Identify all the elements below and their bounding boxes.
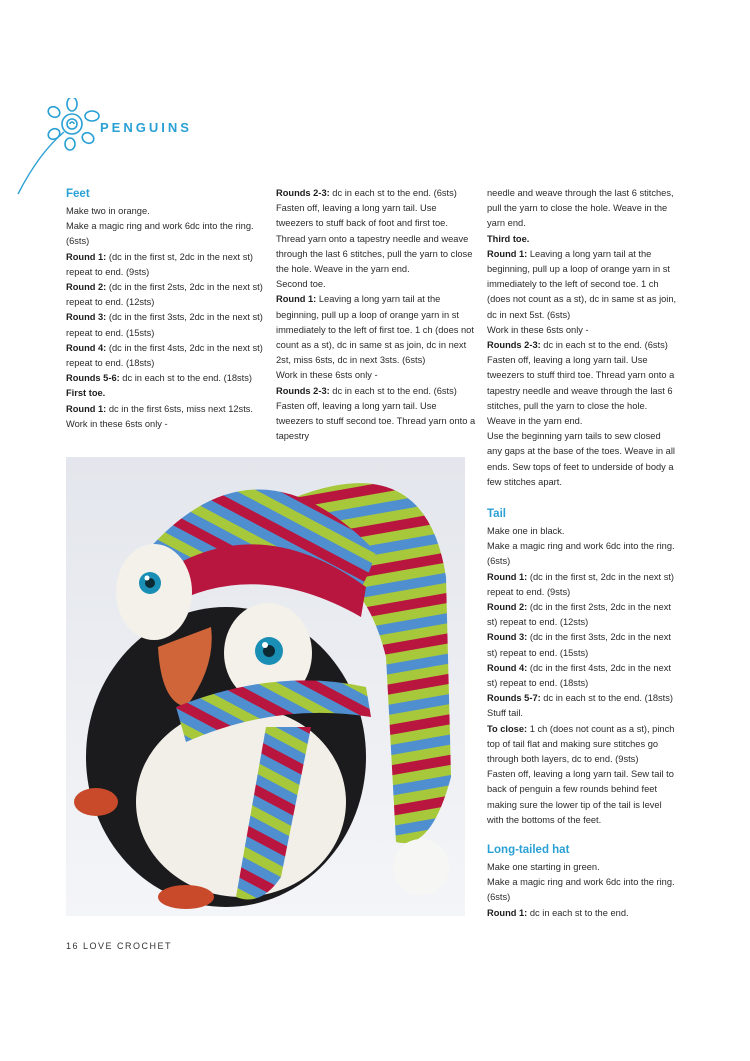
column-2: [276, 186, 476, 444]
round-instruction: Round 2: (dc in the first 2sts, 2dc in the next st) repeat to end. (12sts): [66, 282, 263, 308]
text-line: Make a magic ring and work 6dc into the ring. (6sts): [487, 877, 675, 903]
round-instruction: Round 3: (dc in the first 3sts, 2dc in the next st) repeat to end. (15sts): [487, 632, 671, 658]
text-paragraph: Fasten off, leaving a long yarn tail. Use tweezers to stuff back of foot and first toe. Thread yarn onto a tapestry needle and weave through the last 6 stitches, pull the yarn to close the hole. Weave in the yarn end.: [276, 203, 473, 275]
round-instruction: Round 4: (dc in the first 4sts, 2dc in the next st) repeat to end. (18sts): [66, 342, 263, 369]
round-instruction: Round 1: Leaving a long yarn tail at the beginning, pull up a loop of orange yarn in st immediately to the left of first toe. 1 ch (does not count as a st), dc in same st as join, dc in next 2st, miss 6sts, dc in next 3sts. (6sts): [276, 294, 474, 366]
text-line: Work in these 6sts only -: [66, 418, 168, 429]
page-number: 16: [66, 941, 80, 951]
round-instruction: Rounds 2-3: dc in each st to the end. (6sts): [487, 340, 668, 351]
text-line: Make two in orange.: [66, 206, 150, 216]
round-instruction: Round 1: (dc in the first st, 2dc in the next st) repeat to end. (9sts): [66, 251, 254, 277]
text-paragraph: Use the beginning yarn tails to sew closed any gaps at the base of the toes. Weave in all ends. Sew tops of feet to underside of body a few stitches apart.: [487, 431, 675, 487]
magazine-name: LOVE CROCHET: [83, 941, 173, 951]
text-line: Stuff tail.: [487, 708, 524, 719]
round-instruction: Rounds 5-7: dc in each st to the end. (18sts): [487, 693, 674, 704]
text-line: Work in these 6sts only -: [276, 370, 378, 381]
swirl-flower-icon: [14, 98, 104, 198]
text-paragraph: Fasten off, leaving a long yarn tail. Use tweezers to stuff third toe. Thread yarn onto a tapestry needle and weave through the last 6 stitches, pull the yarn to close the hole. Weave in the yarn end.: [487, 355, 675, 427]
round-instruction: Round 2: (dc in the first 2sts, 2dc in the next st) repeat to end. (12sts): [487, 602, 671, 628]
text-line: Make one in black.: [487, 526, 565, 536]
text-paragraph: Fasten off, leaving a long yarn tail. Sew tail to back of penguin a few rounds behind feet making sure the lower tip of the tail is level with the bottoms of the feet.: [487, 769, 674, 825]
column-3-lower: [487, 506, 677, 921]
hat-heading: Long-tailed hat: [487, 844, 570, 857]
text-line: Make a magic ring and work 6dc into the ring. (6sts): [66, 221, 254, 247]
round-instruction: Round 4: (dc in the first 4sts, 2dc in the next st) repeat to end. (18sts): [487, 662, 671, 689]
column-1: [66, 186, 266, 432]
column-3: [487, 186, 677, 490]
round-instruction: To close: 1 ch (does not count as a st), pinch top of tail flat and making sure stitches go through both layers, dc to end. (9sts): [487, 723, 675, 765]
text-line: Second toe.: [276, 279, 326, 290]
round-instruction: Round 1: Leaving a long yarn tail at the beginning, pull up a loop of orange yarn in st immediately to the left of second toe. 1 ch (does not count as a st), dc in same st as join, dc in next 5st. (6sts): [487, 248, 677, 320]
subheading: First toe.: [66, 388, 106, 399]
penguin-photo: [66, 457, 465, 916]
round-instruction: Round 1: (dc in the first st, 2dc in the next st) repeat to end. (9sts): [487, 571, 675, 597]
feet-heading: Feet: [66, 188, 90, 200]
tail-heading: Tail: [487, 508, 506, 520]
text-paragraph: Fasten off, leaving a long yarn tail. Use tweezers to stuff second toe. Thread yarn onto a tapestry: [276, 400, 476, 442]
text-line: Work in these 6sts only -: [487, 324, 589, 335]
text-line: Make a magic ring and work 6dc into the ring. (6sts): [487, 541, 675, 567]
round-instruction: Rounds 5-6: dc in each st to the end. (18sts): [66, 373, 253, 384]
text-paragraph: needle and weave through the last 6 stitches, pull the yarn to close the hole. Weave in the yarn end.: [487, 188, 674, 229]
section-title: PENGUINS: [100, 120, 192, 135]
round-instruction: Rounds 2-3: dc in each st to the end. (6sts): [276, 188, 457, 198]
round-instruction: Rounds 2-3: dc in each st to the end. (6sts): [276, 385, 457, 396]
round-instruction: Round 3: (dc in the first 3sts, 2dc in the next st) repeat to end. (15sts): [66, 312, 263, 338]
round-instruction: Round 1: dc in each st to the end.: [487, 907, 629, 918]
round-instruction: Round 1: dc in the first 6sts, miss next 12sts.: [66, 403, 254, 414]
page-footer: [66, 941, 172, 951]
text-line: Make one starting in green.: [487, 862, 600, 873]
subheading: Third toe.: [487, 233, 530, 244]
